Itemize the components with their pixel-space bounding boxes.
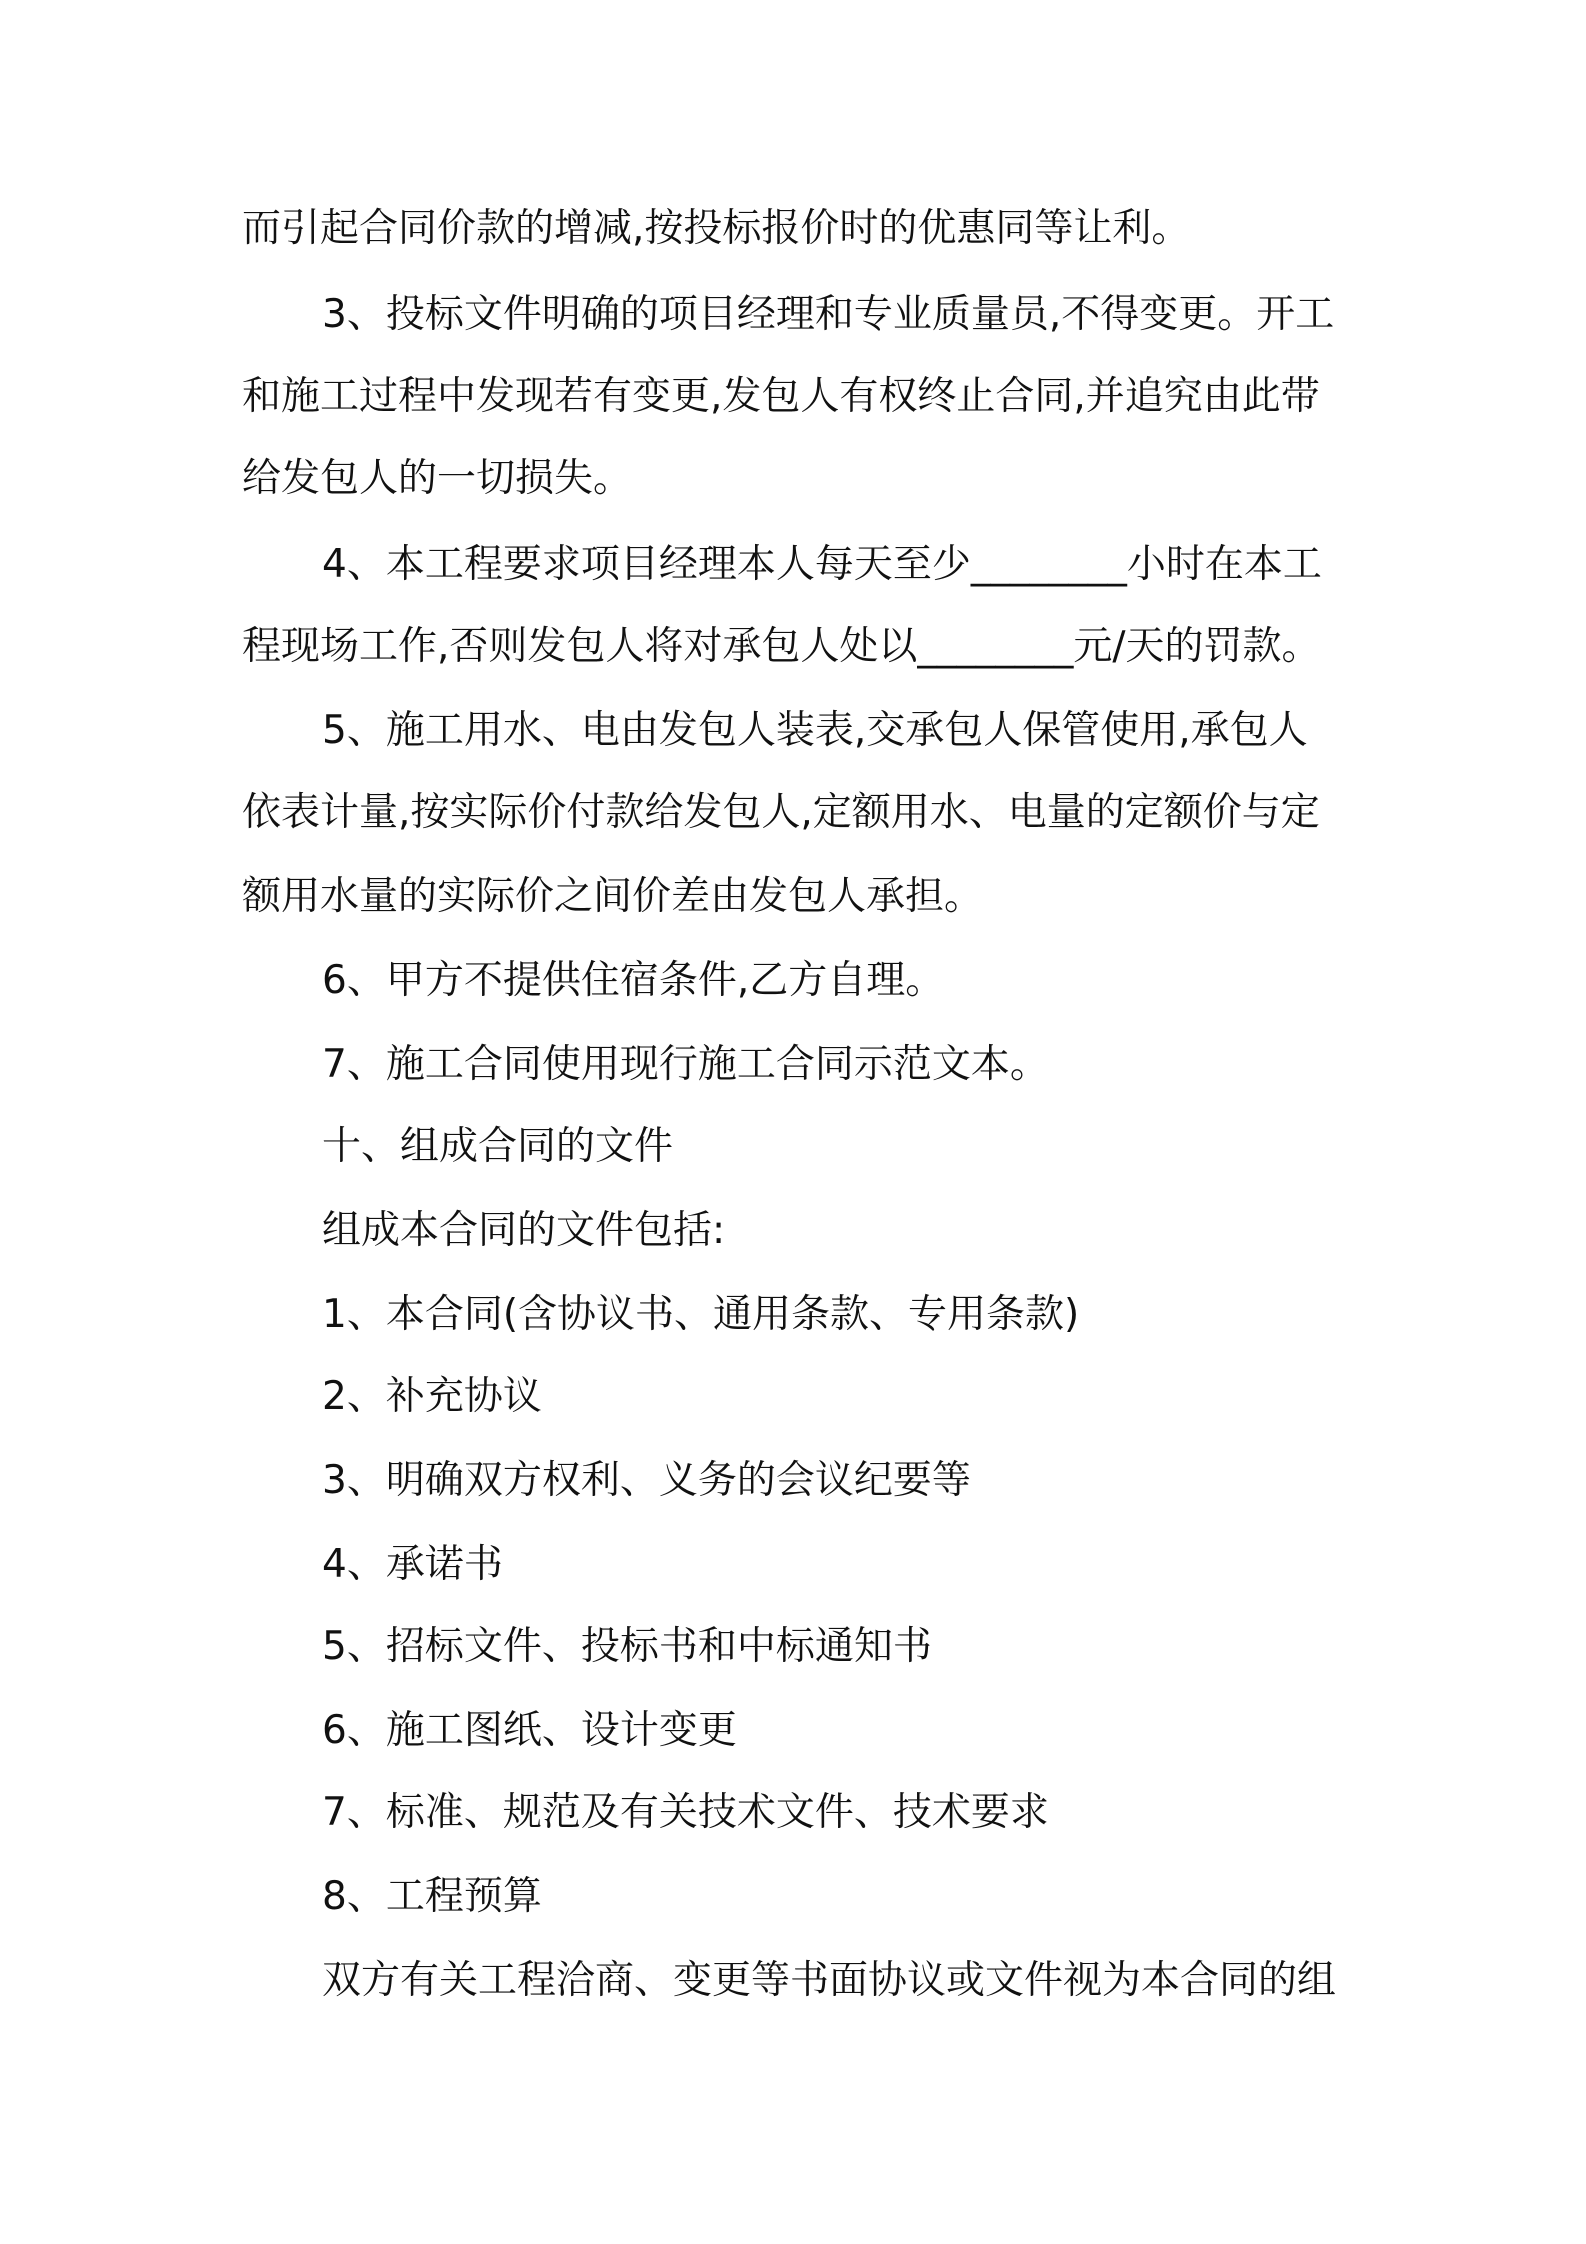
list-item: 2、补充协议 <box>322 1374 542 1419</box>
text-line: 5、施工用水、电由发包人装表,交承包人保管使用,承包人 <box>322 708 1308 753</box>
text-line: 给发包人的一切损失。 <box>242 456 633 501</box>
list-item: 4、承诺书 <box>322 1542 503 1587</box>
text-line: 额用水量的实际价之间价差由发包人承担。 <box>242 874 984 919</box>
section-heading: 十、组成合同的文件 <box>322 1124 674 1169</box>
list-item: 7、标准、规范及有关技术文件、技术要求 <box>322 1790 1049 1835</box>
text-line: 程现场工作,否则发包人将对承包人处以________元/天的罚款。 <box>242 624 1321 669</box>
text-line: 3、投标文件明确的项目经理和专业质量员,不得变更。开工 <box>322 292 1335 337</box>
list-item: 1、本合同(含协议书、通用条款、专用条款) <box>322 1292 1080 1337</box>
text-line: 组成本合同的文件包括: <box>322 1208 726 1253</box>
list-item: 6、施工图纸、设计变更 <box>322 1708 737 1753</box>
list-item: 3、明确双方权利、义务的会议纪要等 <box>322 1458 971 1503</box>
list-item: 8、工程预算 <box>322 1874 542 1919</box>
text-line: 7、施工合同使用现行施工合同示范文本。 <box>322 1042 1049 1087</box>
text-line: 依表计量,按实际价付款给发包人,定额用水、电量的定额价与定 <box>242 790 1320 835</box>
text-line: 6、甲方不提供住宿条件,乙方自理。 <box>322 958 945 1003</box>
list-item: 5、招标文件、投标书和中标通知书 <box>322 1624 932 1669</box>
text-line: 双方有关工程洽商、变更等书面协议或文件视为本合同的组 <box>322 1958 1337 2003</box>
text-line: 4、本工程要求项目经理本人每天至少________小时在本工 <box>322 542 1322 587</box>
text-line: 和施工过程中发现若有变更,发包人有权终止合同,并追究由此带 <box>242 374 1320 419</box>
text-line: 而引起合同价款的增减,按投标报价时的优惠同等让利。 <box>242 206 1191 251</box>
